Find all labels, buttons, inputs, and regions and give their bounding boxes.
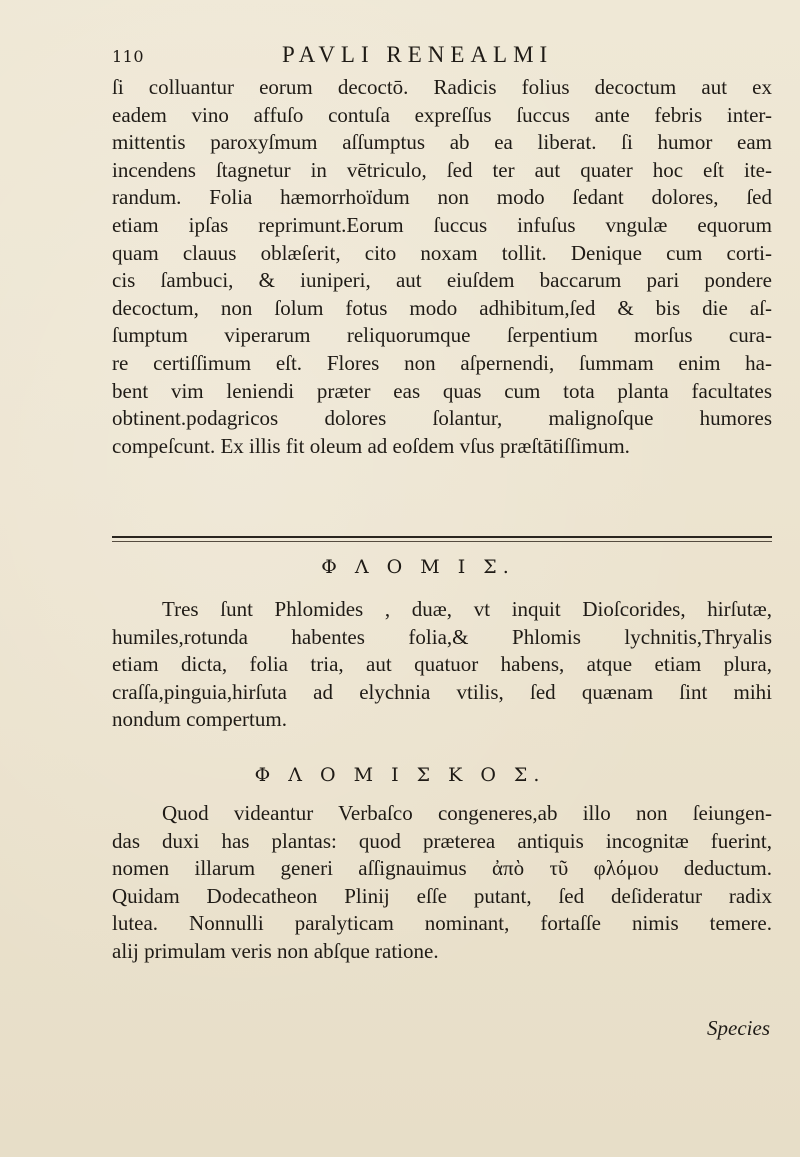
text-line: incendens ſtagnetur in vētriculo, ſed ter aut quater hoc eſt ite- <box>112 157 772 182</box>
text-line: cis ſambuci, & iuniperi, aut eiuſdem baccarum pari pondere <box>112 268 772 293</box>
section-title-phlomis: Φ Λ Ο Μ Ι Σ. <box>321 556 515 578</box>
section-divider <box>112 536 772 538</box>
text-line: das duxi has plantas: quod præterea antiquis incognitæ fuerint, <box>112 828 772 853</box>
paragraph-1 <box>112 74 772 460</box>
text-line: etiam ipſas reprimunt.Eorum ſuccus infuſus vngulæ equorum <box>112 212 772 237</box>
text-line: nomen illarum generi aſſignauimus ἀπὸ τῦ φλόμου deductum. <box>112 856 772 881</box>
text-line: eadem vino affuſo contuſa expreſſus ſuccus ante febris inter- <box>112 102 772 127</box>
text-line: Quod videantur Verbaſco congeneres,ab illo non ſeiungen- <box>162 801 772 825</box>
text-line: randum. Folia hæmorrhoïdum non modo ſedant dolores, ſed <box>112 185 772 210</box>
text-line: quam clauus oblæſerit, cito noxam tollit. Denique cum corti- <box>112 240 772 265</box>
catchword: Species <box>707 1016 770 1040</box>
text-line: humiles,rotunda habentes folia,& Phlomis lychnitis,Thryalis <box>112 624 772 649</box>
section-divider-thin <box>112 541 772 542</box>
paragraph-phlomis <box>112 596 772 734</box>
text-line: decoctum, non ſolum fotus modo adhibitum,ſed & bis die aſ- <box>112 295 772 320</box>
text-line: etiam dicta, folia tria, aut quatuor habens, atque etiam plura, <box>112 652 772 677</box>
text-line: Tres ſunt Phlomides , duæ, vt inquit Dioſcorides, hirſutæ, <box>162 597 772 621</box>
running-head: PAVLI RENEALMI <box>282 42 554 67</box>
text-line: alij primulam veris non abſque ratione. <box>112 938 439 963</box>
text-line: Quidam Dodecatheon Plinij eſſe putant, ſed deſideratur radix <box>112 883 772 908</box>
text-line: ſi colluantur eorum decoctō. Radicis folius decoctum aut ex <box>112 75 772 99</box>
text-line: bent vim leniendi præter eas quas cum tota planta facultates <box>112 378 772 403</box>
text-line: ſumptum viperarum reliquorumque ſerpentium morſus cura- <box>112 323 772 348</box>
text-line: craſſa,pinguia,hirſuta ad elychnia vtilis, ſed quænam ſint mihi <box>112 679 772 704</box>
section-title-phlomiscos: Φ Λ Ο Μ Ι Σ Κ Ο Σ. <box>254 764 546 786</box>
text-line: re certiſſimum eſt. Flores non aſpernendi, ſummam enim ha- <box>112 350 772 375</box>
text-line: nondum compertum. <box>112 707 287 732</box>
text-line: mittentis paroxyſmum aſſumptus ab ea liberat. ſi humor eam <box>112 130 772 155</box>
page-number: 110 <box>112 47 145 66</box>
text-line: compeſcunt. Ex illis fit oleum ad eoſdem vſus præſtātiſſimum. <box>112 433 630 458</box>
text-line: lutea. Nonnulli paralyticam nominant, fortaſſe nimis temere. <box>112 911 772 936</box>
text-line: obtinent.podagricos dolores ſolantur, malignoſque humores <box>112 406 772 431</box>
paragraph-phlomiscos <box>112 800 772 966</box>
